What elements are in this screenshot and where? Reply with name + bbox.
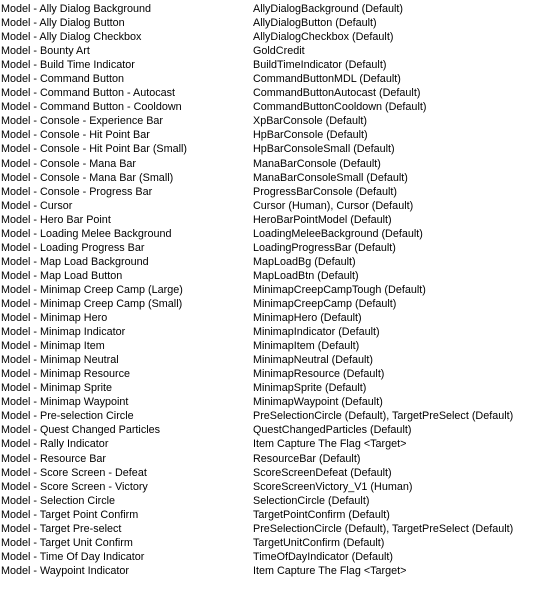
field-name-label: Model - Waypoint Indicator <box>1 564 130 577</box>
field-name-label: Model - Minimap Resource <box>1 368 131 381</box>
field-name-label: Model - Minimap Indicator <box>1 326 126 339</box>
field-value-label: MapLoadBtn (Default) <box>253 269 359 282</box>
field-value-label: SelectionCircle (Default) <box>253 494 370 507</box>
field-value-label: CommandButtonAutocast (Default) <box>253 87 421 100</box>
field-name-label: Model - Minimap Sprite <box>1 382 113 395</box>
field-row[interactable] <box>0 227 534 241</box>
field-value-label: TimeOfDayIndicator (Default) <box>253 550 394 563</box>
field-name-label: Model - Ally Dialog Checkbox <box>1 31 142 44</box>
field-row[interactable] <box>0 213 534 227</box>
field-row[interactable] <box>0 395 534 409</box>
field-value-label: ManaBarConsole (Default) <box>253 157 381 170</box>
field-value-label: Cursor (Human), Cursor (Default) <box>253 199 414 212</box>
field-name-label: Model - Command Button - Cooldown <box>1 101 182 114</box>
field-name-label: Model - Console - Hit Point Bar <box>1 129 150 142</box>
field-name-label: Model - Console - Mana Bar (Small) <box>1 171 174 184</box>
field-row[interactable] <box>0 2 534 16</box>
field-row[interactable] <box>0 241 534 255</box>
field-name-label: Model - Minimap Item <box>1 340 105 353</box>
field-row[interactable] <box>0 381 534 395</box>
field-row[interactable] <box>0 353 534 367</box>
field-value-label: ScoreScreenDefeat (Default) <box>253 466 392 479</box>
field-row[interactable] <box>0 255 534 269</box>
field-value-label: HpBarConsole (Default) <box>253 129 368 142</box>
field-row[interactable] <box>0 367 534 381</box>
field-value-label: MinimapNeutral (Default) <box>253 354 374 367</box>
field-value-label: PreSelectionCircle (Default), TargetPreSelect (Default) <box>253 522 514 535</box>
field-list <box>0 2 534 578</box>
field-row[interactable] <box>0 550 534 564</box>
field-value-label: MinimapSprite (Default) <box>253 382 367 395</box>
field-row[interactable] <box>0 466 534 480</box>
field-name-label: Model - Minimap Neutral <box>1 354 119 367</box>
field-name-label: Model - Minimap Creep Camp (Small) <box>1 297 183 310</box>
field-name-label: Model - Ally Dialog Background <box>1 3 152 15</box>
field-value-label: MinimapHero (Default) <box>253 312 362 325</box>
field-row[interactable] <box>0 480 534 494</box>
field-value-label: HeroBarPointModel (Default) <box>253 213 392 226</box>
field-name-label: Model - Time Of Day Indicator <box>1 550 145 563</box>
field-value-label: MapLoadBg (Default) <box>253 255 356 268</box>
field-row[interactable] <box>0 86 534 100</box>
field-value-label: GoldCredit <box>253 45 305 58</box>
field-row[interactable] <box>0 423 534 437</box>
field-name-label: Model - Selection Circle <box>1 494 116 507</box>
field-name-label: Model - Command Button - Autocast <box>1 87 176 100</box>
field-name-label: Model - Console - Hit Point Bar (Small) <box>1 143 188 156</box>
field-row[interactable] <box>0 269 534 283</box>
field-value-label: HpBarConsoleSmall (Default) <box>253 143 395 156</box>
field-value-label: CommandButtonMDL (Default) <box>253 73 401 86</box>
field-value-label: BuildTimeIndicator (Default) <box>253 59 387 72</box>
field-row[interactable] <box>0 58 534 72</box>
field-name-label: Model - Target Pre-select <box>1 522 122 535</box>
field-value-label: MinimapIndicator (Default) <box>253 326 380 339</box>
field-row[interactable] <box>0 157 534 171</box>
field-row[interactable] <box>0 522 534 536</box>
field-name-label: Model - Hero Bar Point <box>1 213 111 226</box>
field-value-label: MinimapCreepCamp (Default) <box>253 297 397 310</box>
field-value-label: CommandButtonCooldown (Default) <box>253 101 427 114</box>
field-value-label: AllyDialogButton (Default) <box>253 17 377 30</box>
field-row[interactable] <box>0 142 534 156</box>
field-name-label: Model - Command Button <box>1 73 125 86</box>
field-name-label: Model - Minimap Creep Camp (Large) <box>1 283 183 296</box>
field-name-label: Model - Resource Bar <box>1 452 107 465</box>
field-row[interactable] <box>0 44 534 58</box>
field-value-label: TargetPointConfirm (Default) <box>253 508 390 521</box>
field-row[interactable] <box>0 199 534 213</box>
field-row[interactable] <box>0 325 534 339</box>
field-row[interactable] <box>0 283 534 297</box>
field-value-label: ResourceBar (Default) <box>253 452 361 465</box>
field-value-label: LoadingMeleeBackground (Default) <box>253 227 423 240</box>
field-name-label: Model - Pre-selection Circle <box>1 410 134 423</box>
field-value-label: TargetUnitConfirm (Default) <box>253 536 385 549</box>
field-name-label: Model - Loading Melee Background <box>1 227 172 240</box>
field-row[interactable] <box>0 494 534 508</box>
field-row[interactable] <box>0 311 534 325</box>
field-name-label: Model - Target Point Confirm <box>1 508 139 521</box>
field-value-label: ScoreScreenVictory_V1 (Human) <box>253 480 413 493</box>
field-name-label: Model - Console - Experience Bar <box>1 115 164 128</box>
field-row[interactable] <box>0 30 534 44</box>
field-value-label: QuestChangedParticles (Default) <box>253 424 412 437</box>
field-name-label: Model - Rally Indicator <box>1 438 109 451</box>
field-value-label: Item Capture The Flag <Target> <box>253 438 407 451</box>
field-name-label: Model - Build Time Indicator <box>1 59 135 72</box>
field-name-label: Model - Map Load Background <box>1 255 149 268</box>
field-row[interactable] <box>0 339 534 353</box>
field-name-label: Model - Minimap Hero <box>1 312 108 325</box>
field-row[interactable] <box>0 409 534 423</box>
field-name-label: Model - Console - Mana Bar <box>1 157 137 170</box>
field-name-label: Model - Minimap Waypoint <box>1 396 129 409</box>
field-name-label: Model - Loading Progress Bar <box>1 241 145 254</box>
field-row[interactable] <box>0 128 534 142</box>
field-name-label: Model - Ally Dialog Button <box>1 17 125 30</box>
field-row[interactable] <box>0 437 534 451</box>
field-name-label: Model - Bounty Art <box>1 45 90 58</box>
field-value-label: MinimapWaypoint (Default) <box>253 396 383 409</box>
field-row[interactable] <box>0 452 534 466</box>
field-value-label: MinimapCreepCampTough (Default) <box>253 283 426 296</box>
field-name-label: Model - Map Load Button <box>1 269 123 282</box>
field-value-label: AllyDialogBackground (Default) <box>253 3 404 15</box>
field-row[interactable] <box>0 114 534 128</box>
field-row[interactable] <box>0 72 534 86</box>
field-value-label: AllyDialogCheckbox (Default) <box>253 31 394 44</box>
field-name-label: Model - Cursor <box>1 199 73 212</box>
field-row[interactable] <box>0 297 534 311</box>
field-name-label: Model - Score Screen - Victory <box>1 480 148 493</box>
field-value-label: Item Capture The Flag <Target> <box>253 564 407 577</box>
field-value-label: MinimapResource (Default) <box>253 368 385 381</box>
field-name-label: Model - Score Screen - Defeat <box>1 466 147 479</box>
field-value-label: ManaBarConsoleSmall (Default) <box>253 171 408 184</box>
field-row[interactable] <box>0 171 534 185</box>
field-row[interactable] <box>0 100 534 114</box>
field-value-label: LoadingProgressBar (Default) <box>253 241 396 254</box>
field-value-label: ProgressBarConsole (Default) <box>253 185 398 198</box>
field-name-label: Model - Quest Changed Particles <box>1 424 161 437</box>
field-name-label: Model - Target Unit Confirm <box>1 536 133 549</box>
field-row[interactable] <box>0 508 534 522</box>
field-value-label: PreSelectionCircle (Default), TargetPreSelect (Default) <box>253 410 514 423</box>
field-row[interactable] <box>0 16 534 30</box>
field-row[interactable] <box>0 564 534 578</box>
field-row[interactable] <box>0 536 534 550</box>
field-value-label: XpBarConsole (Default) <box>253 115 368 128</box>
field-value-label: MinimapItem (Default) <box>253 340 360 353</box>
field-name-label: Model - Console - Progress Bar <box>1 185 153 198</box>
field-row[interactable] <box>0 185 534 199</box>
